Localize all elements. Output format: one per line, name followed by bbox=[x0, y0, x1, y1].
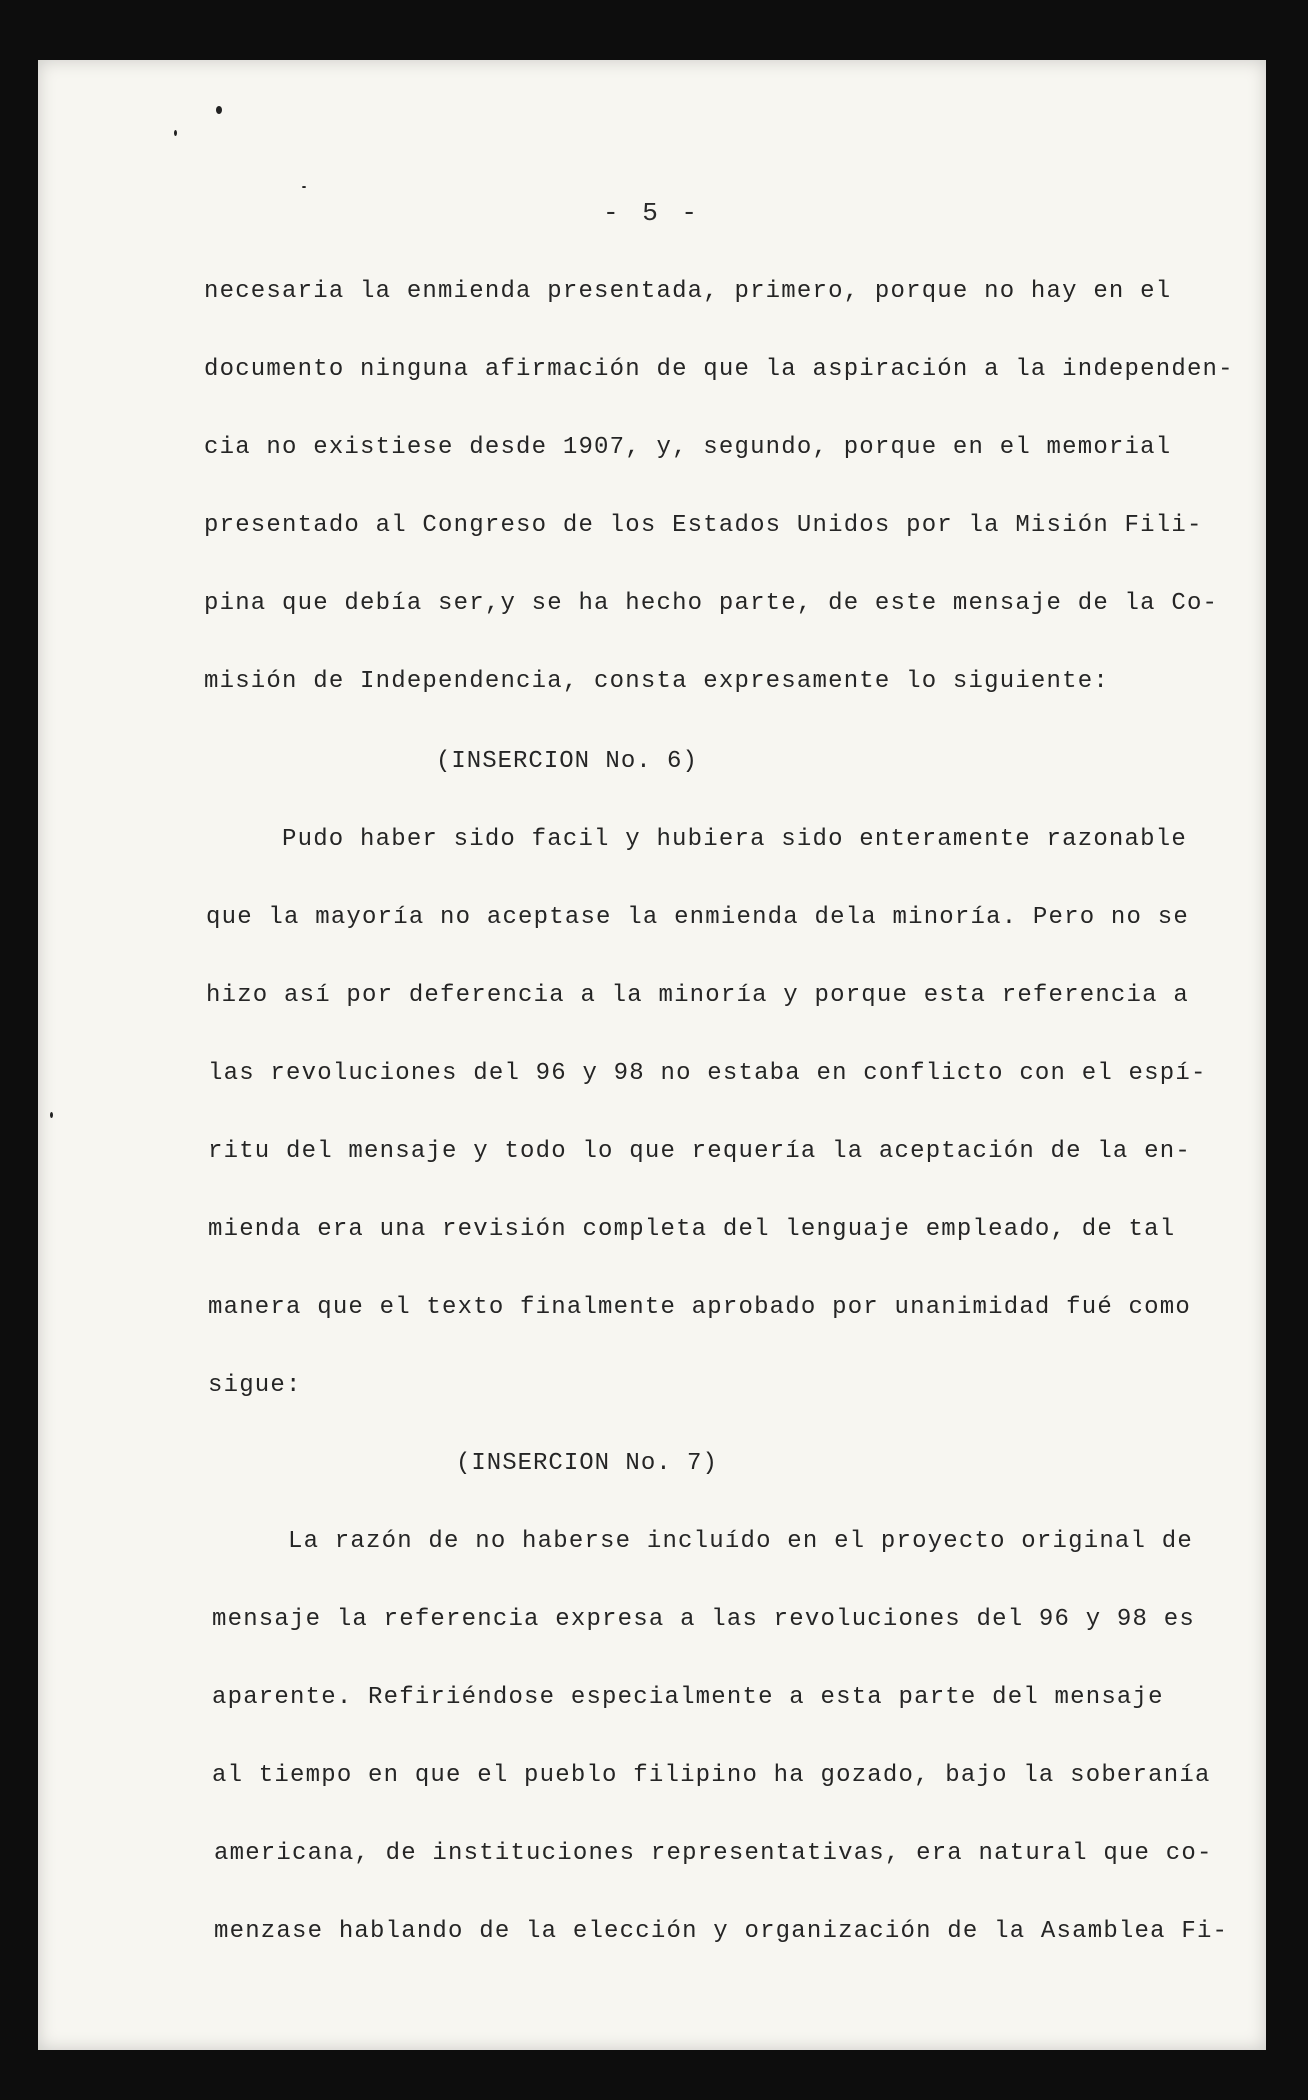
text-line: las revoluciones del 96 y 98 no estaba en conflicto con el espí- bbox=[208, 1060, 1207, 1087]
ink-speck bbox=[302, 186, 306, 188]
text-line: Pudo haber sido facil y hubiera sido enteramente razonable bbox=[282, 826, 1187, 853]
text-line: sigue: bbox=[208, 1372, 302, 1399]
ink-speck bbox=[174, 130, 177, 136]
insertion-heading: (INSERCION No. 7) bbox=[456, 1450, 718, 1477]
ink-speck bbox=[216, 106, 222, 114]
text-line: pina que debía ser,y se ha hecho parte, de este mensaje de la Co- bbox=[204, 590, 1219, 617]
text-line: necesaria la enmienda presentada, primero, porque no hay en el bbox=[204, 278, 1172, 305]
page-number: - 5 - bbox=[602, 198, 701, 228]
text-line: menzase hablando de la elección y organización de la Asamblea Fi- bbox=[214, 1918, 1229, 1945]
text-line: La razón de no haberse incluído en el proyecto original de bbox=[288, 1528, 1193, 1555]
text-line: documento ninguna afirmación de que la aspiración a la independen- bbox=[204, 356, 1234, 383]
text-line: aparente. Refiriéndose especialmente a esta parte del mensaje bbox=[212, 1684, 1164, 1711]
ink-speck bbox=[50, 1112, 53, 1118]
text-line: ritu del mensaje y todo lo que requería la aceptación de la en- bbox=[208, 1138, 1191, 1165]
text-line: hizo así por deferencia a la minoría y porque esta referencia a bbox=[206, 982, 1189, 1009]
text-line: mensaje la referencia expresa a las revoluciones del 96 y 98 es bbox=[212, 1606, 1195, 1633]
document-page bbox=[38, 60, 1266, 2050]
text-line: americana, de instituciones representativas, era natural que co- bbox=[214, 1840, 1213, 1867]
text-line: misión de Independencia, consta expresamente lo siguiente: bbox=[204, 668, 1109, 695]
text-line: presentado al Congreso de los Estados Unidos por la Misión Fili- bbox=[204, 512, 1203, 539]
insertion-heading: (INSERCION No. 6) bbox=[436, 748, 698, 775]
text-line: manera que el texto finalmente aprobado por unanimidad fué como bbox=[208, 1294, 1191, 1321]
text-line: que la mayoría no aceptase la enmienda dela minoría. Pero no se bbox=[206, 904, 1189, 931]
text-line: cia no existiese desde 1907, y, segundo, porque en el memorial bbox=[204, 434, 1172, 461]
text-line: al tiempo en que el pueblo filipino ha gozado, bajo la soberanía bbox=[212, 1762, 1211, 1789]
text-line: mienda era una revisión completa del lenguaje empleado, de tal bbox=[208, 1216, 1176, 1243]
